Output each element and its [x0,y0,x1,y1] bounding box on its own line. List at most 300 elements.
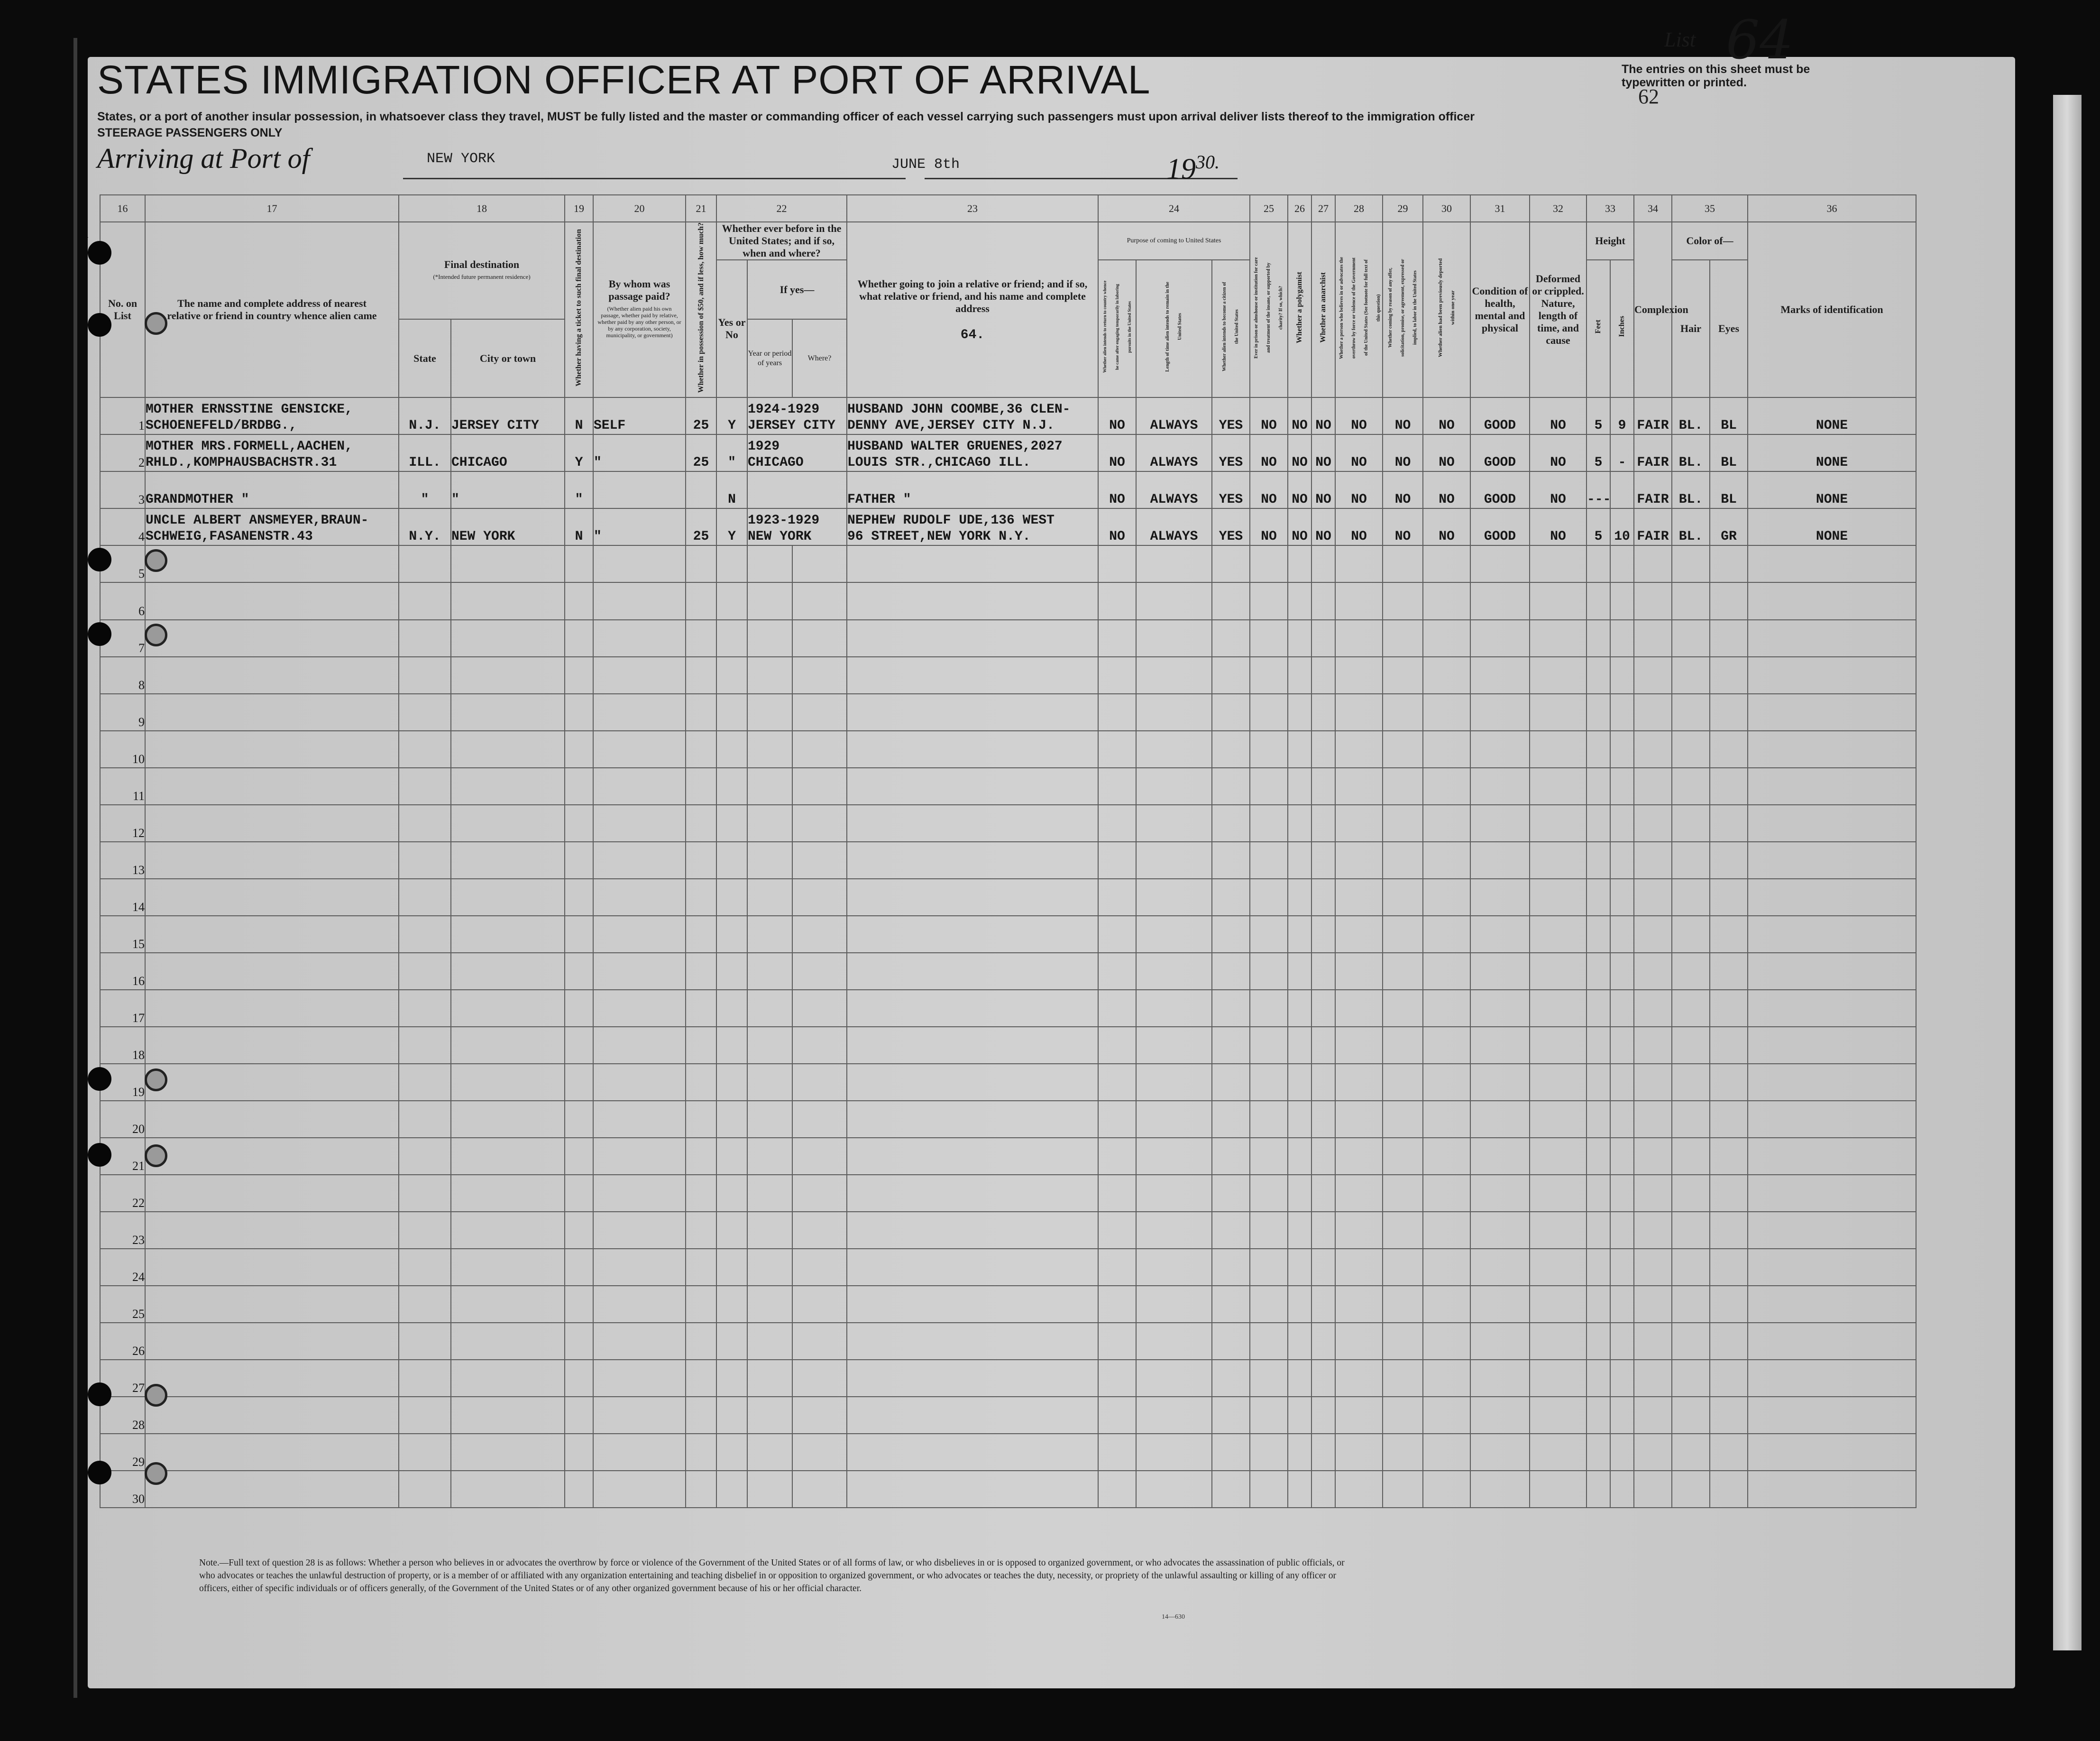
col-num-21: 21 [686,195,716,222]
empty-cell [1748,768,1916,805]
empty-cell [1530,1138,1586,1175]
empty-cell [747,805,792,842]
empty-cell [1748,694,1916,731]
form-code: 14—630 [1162,1613,1185,1621]
empty-cell [1586,1027,1610,1064]
year-suffix: 30. [1196,151,1220,173]
empty-cell [686,879,716,916]
empty-cell [593,953,686,990]
empty-cell [792,1212,847,1249]
citizen-cell: YES [1212,434,1250,471]
empty-cell [1710,1471,1748,1508]
empty-cell [1335,657,1383,694]
empty-cell [1470,1397,1530,1434]
empty-cell [1288,1434,1311,1471]
empty-cell [1311,582,1335,619]
empty-cell [686,1212,716,1249]
empty-cell [1250,879,1288,916]
empty-cell [1288,1397,1311,1434]
empty-cell [1710,582,1748,619]
empty-cell [565,1249,593,1286]
empty-cell [1212,1471,1250,1508]
empty-cell [1098,1064,1136,1101]
header-where: Where? [792,319,847,397]
empty-cell [1672,694,1710,731]
empty-cell [451,916,565,953]
ticket-cell: " [565,471,593,508]
row-number: 9 [100,694,145,731]
years-cell-line: JERSEY CITY [748,418,835,433]
header-hair: Hair [1672,260,1710,397]
empty-cell [1610,1138,1634,1175]
empty-cell [1250,1434,1288,1471]
empty-cell [1586,1138,1610,1175]
empty-cell [847,953,1098,990]
header-anarchist: Whether an anarchist [1311,222,1335,397]
empty-cell [686,768,716,805]
header-condition: Condition of health, mental and physical [1470,222,1530,397]
empty-cell [1250,1471,1288,1508]
health-cell: GOOD [1470,434,1530,471]
citizen-cell: YES [1212,397,1250,434]
empty-cell [1098,1138,1136,1175]
empty-cell [145,1471,399,1508]
relative-cell [145,508,399,545]
empty-cell [1530,1175,1586,1212]
row-number: 10 [100,731,145,768]
empty-cell [145,545,399,582]
empty-cell [1672,620,1710,657]
empty-cell [1250,731,1288,768]
empty-cell [1748,1323,1916,1360]
empty-cell [1423,1212,1470,1249]
empty-cell [1098,620,1136,657]
empty-cell [1530,694,1586,731]
arrival-date: JUNE 8th [891,157,960,173]
empty-cell [1335,990,1383,1027]
empty-cell [686,694,716,731]
empty-cell [1311,545,1335,582]
empty-cell [565,953,593,990]
empty-cell [1383,731,1423,768]
empty-cell [399,1101,451,1138]
header-no-on-list: No. on List [100,222,145,397]
empty-cell [565,842,593,879]
empty-cell [1610,1471,1634,1508]
empty-cell [1710,1175,1748,1212]
final-destination-label: Final destination [444,258,520,270]
passage-paid-note: (Whether alien paid his own passage, whether paid by relative, whether paid by any other person, or by any corporation, society, municipality, or government) [597,305,681,339]
empty-cell [716,1064,747,1101]
empty-cell [1136,1064,1212,1101]
empty-cell [1250,545,1288,582]
empty-cell [565,768,593,805]
empty-cell [1335,768,1383,805]
empty-cell [1530,805,1586,842]
empty-cell [399,1027,451,1064]
empty-cell [451,953,565,990]
join-cell-line: 96 STREET,NEW YORK N.Y. [847,529,1031,544]
empty-cell [1212,842,1250,879]
empty-cell [1383,1212,1423,1249]
empty-cell [593,620,686,657]
empty-cell [1672,1397,1710,1434]
empty-cell [1423,879,1470,916]
empty-cell [1311,916,1335,953]
empty-cell [792,879,847,916]
empty-cell [847,842,1098,879]
empty-cell [1335,1212,1383,1249]
empty-cell [399,768,451,805]
empty-cell [451,582,565,619]
empty-cell [1423,768,1470,805]
empty-cell [1672,768,1710,805]
empty-cell [1748,1397,1916,1434]
empty-cell [1530,879,1586,916]
empty-cell [1610,1249,1634,1286]
empty-cell [1250,1064,1288,1101]
row-number: 5 [100,545,145,582]
hair-cell: BL. [1672,508,1710,545]
hair-cell: BL. [1672,397,1710,434]
empty-cell [1250,805,1288,842]
empty-cell [792,953,847,990]
empty-cell [792,1249,847,1286]
header-ticket: Whether having a ticket to such final destination [565,222,593,397]
empty-cell [1423,990,1470,1027]
empty-cell [747,768,792,805]
overthrow-cell: NO [1335,434,1383,471]
table-row [100,694,1916,731]
polygamist-cell: NO [1288,434,1311,471]
typewritten-instruction: The entries on this sheet must be typewritten or printed. [1622,63,1810,89]
return-cell: NO [1098,471,1136,508]
empty-cell [1098,545,1136,582]
empty-cell [1288,1360,1311,1397]
empty-cell [1530,731,1586,768]
empty-cell [747,1138,792,1175]
empty-cell [1136,657,1212,694]
state-cell: ILL. [399,434,451,471]
empty-cell [565,1138,593,1175]
empty-cell [1710,805,1748,842]
empty-cell [1335,1323,1383,1360]
empty-cell [1470,1138,1530,1175]
row-number: 13 [100,842,145,879]
empty-cell [399,582,451,619]
empty-cell [451,1323,565,1360]
empty-cell [1212,620,1250,657]
empty-cell [1250,657,1288,694]
empty-cell [1672,1286,1710,1323]
empty-cell [1748,953,1916,990]
empty-cell [399,1286,451,1323]
header-contract: Whether coming by reason of any offer, solicitation, promise, or agreement, expressed or implied, to labor in the United States [1383,222,1423,397]
empty-cell [1634,657,1672,694]
empty-cell [847,1471,1098,1508]
empty-cell [565,1027,593,1064]
marks-cell: NONE [1748,471,1916,508]
empty-cell [1136,842,1212,879]
feet-cell: 5 [1586,434,1610,471]
empty-cell [792,731,847,768]
empty-cell [1311,1471,1335,1508]
empty-cell [1423,1434,1470,1471]
empty-cell [399,1434,451,1471]
empty-cell [1634,916,1672,953]
header-purpose-citizen: Whether alien intends to become a citizen of the United States [1212,260,1250,397]
empty-cell [1586,1397,1610,1434]
empty-cell [1098,1101,1136,1138]
punch-hole [88,313,111,337]
empty-cell [1710,1027,1748,1064]
binder-ring-mark [145,624,167,646]
empty-cell [593,1360,686,1397]
empty-cell [1383,1027,1423,1064]
empty-cell [1748,1064,1916,1101]
empty-cell [1610,694,1634,731]
empty-cell [593,768,686,805]
empty-cell [1586,657,1610,694]
empty-cell [1710,879,1748,916]
empty-cell [1710,1397,1748,1434]
polygamist-cell: NO [1288,397,1311,434]
empty-cell [1610,1323,1634,1360]
paid-cell [593,471,686,508]
empty-cell [1250,953,1288,990]
empty-cell [747,1249,792,1286]
empty-cell [1098,990,1136,1027]
empty-cell [1383,694,1423,731]
scan-binding-edge [73,38,77,1698]
punch-hole [88,1143,111,1167]
empty-cell [1470,1064,1530,1101]
empty-cell [747,1064,792,1101]
empty-cell [1586,879,1610,916]
table-row [100,842,1916,879]
empty-cell [686,990,716,1027]
empty-cell [792,842,847,879]
empty-cell [1212,1027,1250,1064]
empty-cell [1335,582,1383,619]
empty-cell [1530,1397,1586,1434]
table-row [100,1138,1916,1175]
empty-cell [1748,1286,1916,1323]
empty-cell [593,657,686,694]
empty-cell [1470,842,1530,879]
table-row [100,545,1916,582]
empty-cell [593,1138,686,1175]
deformed-cell: NO [1530,397,1586,434]
empty-cell [1748,657,1916,694]
empty-cell [1383,1323,1423,1360]
empty-cell [1212,953,1250,990]
empty-cell [565,1397,593,1434]
empty-cell [1136,1360,1212,1397]
col-num-17: 17 [145,195,399,222]
empty-cell [1672,1064,1710,1101]
empty-cell [399,879,451,916]
inches-cell [1610,471,1634,508]
empty-cell [1672,1323,1710,1360]
empty-cell [1098,1323,1136,1360]
empty-cell [1634,1360,1672,1397]
col-num-32: 32 [1530,195,1586,222]
table-row [100,620,1916,657]
empty-cell [847,1064,1098,1101]
row-number: 21 [100,1138,145,1175]
empty-cell [451,1212,565,1249]
relative-cell-line [146,476,398,492]
citizen-cell: YES [1212,508,1250,545]
empty-cell [1610,990,1634,1027]
paid-cell: SELF [593,397,686,434]
paid-cell: " [593,434,686,471]
header-before-in-us: Whether ever before in the United States; and if so, when and where? [716,222,847,260]
empty-cell [1634,1249,1672,1286]
empty-cell [1288,545,1311,582]
empty-cell [1136,545,1212,582]
empty-cell [792,1360,847,1397]
list-number: 64 [1726,9,1794,71]
empty-cell [1212,879,1250,916]
empty-cell [847,1175,1098,1212]
list-label: List [1664,28,1696,51]
col-num-26: 26 [1288,195,1311,222]
empty-cell [593,1286,686,1323]
empty-cell [1423,1101,1470,1138]
anarchist-cell: NO [1311,397,1335,434]
row-number: 16 [100,953,145,990]
empty-cell [145,1360,399,1397]
empty-cell [1288,1286,1311,1323]
empty-cell [1311,990,1335,1027]
empty-cell [716,1101,747,1138]
empty-cell [747,953,792,990]
empty-cell [1470,1249,1530,1286]
empty-cell [1136,1286,1212,1323]
empty-cell [593,731,686,768]
empty-cell [1098,916,1136,953]
row-number: 18 [100,1027,145,1064]
empty-cell [847,1249,1098,1286]
empty-cell [1748,879,1916,916]
relative-cell-line: SCHOENEFELD/BRDBG., [146,418,297,433]
empty-cell [593,1249,686,1286]
empty-cell [847,1138,1098,1175]
empty-cell [565,1323,593,1360]
money-cell: 25 [686,434,716,471]
empty-cell [1136,1101,1212,1138]
empty-cell [565,657,593,694]
empty-cell [145,582,399,619]
empty-cell [1610,582,1634,619]
empty-cell [1470,879,1530,916]
empty-cell [1335,1286,1383,1323]
row-number: 24 [100,1249,145,1286]
empty-cell [847,1397,1098,1434]
empty-cell [1634,1175,1672,1212]
col-num-34: 34 [1634,195,1672,222]
empty-cell [1610,1064,1634,1101]
empty-cell [1383,582,1423,619]
empty-cell [1586,694,1610,731]
row-number: 11 [100,768,145,805]
empty-cell [451,1434,565,1471]
empty-cell [1610,1360,1634,1397]
empty-cell [1530,1249,1586,1286]
empty-cell [399,1212,451,1249]
empty-cell [847,582,1098,619]
empty-cell [1530,842,1586,879]
empty-cell [1710,1360,1748,1397]
empty-cell [1610,1212,1634,1249]
empty-cell [686,1397,716,1434]
empty-cell [1136,731,1212,768]
empty-cell [1530,1101,1586,1138]
empty-cell [1212,990,1250,1027]
empty-cell [747,1101,792,1138]
empty-cell [1136,1434,1212,1471]
empty-cell [1748,1249,1916,1286]
empty-cell [451,1397,565,1434]
empty-cell [716,916,747,953]
empty-cell [1098,657,1136,694]
empty-cell [1335,805,1383,842]
length-cell: ALWAYS [1136,434,1212,471]
col-num-33: 33 [1586,195,1634,222]
header-yes-or-no: Yes or No [716,260,747,397]
empty-cell [1610,842,1634,879]
empty-cell [1586,731,1610,768]
empty-cell [593,1027,686,1064]
empty-cell [747,545,792,582]
empty-cell [1423,1064,1470,1101]
years-cell [747,397,847,434]
empty-cell [1634,1212,1672,1249]
header-relative: The name and complete address of nearest relative or friend in country whence alien came [145,222,399,397]
empty-cell [1586,953,1610,990]
empty-cell [847,990,1098,1027]
relative-cell-line: GRANDMOTHER " [146,492,249,507]
empty-cell [716,1286,747,1323]
empty-cell [1610,1434,1634,1471]
empty-cell [1136,1027,1212,1064]
prison-cell: NO [1250,397,1288,434]
empty-cell [686,545,716,582]
empty-cell [1423,1323,1470,1360]
empty-cell [593,694,686,731]
contract-cell: NO [1383,434,1423,471]
row-number: 8 [100,657,145,694]
empty-cell [686,1138,716,1175]
empty-cell [747,582,792,619]
empty-cell [1098,1175,1136,1212]
empty-cell [1586,1286,1610,1323]
empty-cell [1530,1434,1586,1471]
empty-cell [1470,1434,1530,1471]
empty-cell [847,1027,1098,1064]
page-number: 62 [1638,85,1659,108]
empty-cell [686,1286,716,1323]
table-row [100,397,1916,434]
empty-cell [1212,1397,1250,1434]
col-num-29: 29 [1383,195,1423,222]
empty-cell [686,1323,716,1360]
empty-cell [1710,620,1748,657]
empty-cell [451,545,565,582]
empty-cell [716,1323,747,1360]
